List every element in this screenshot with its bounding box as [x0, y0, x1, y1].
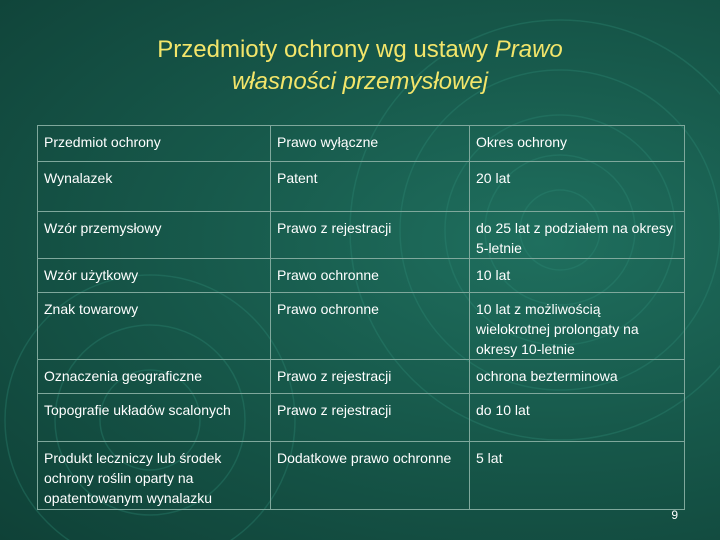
table-row: [38, 212, 685, 259]
table-cell: ochrona bezterminowa: [470, 360, 685, 394]
table-row: [38, 394, 685, 442]
title-text: Przedmioty ochrony wg ustawy: [157, 36, 489, 63]
table-cell: Topografie układów scalonych: [38, 394, 271, 442]
header-cell: Okres ochrony: [470, 126, 685, 162]
table-cell: 20 lat: [470, 162, 685, 212]
table-cell: Wzór przemysłowy: [38, 212, 271, 259]
table-cell: Patent: [271, 162, 470, 212]
table-cell: Prawo z rejestracji: [271, 360, 470, 394]
table-cell: Dodatkowe prawo ochronne: [271, 442, 470, 510]
table-cell: Znak towarowy: [38, 293, 271, 360]
table-cell: do 25 lat z podziałem na okresy 5-letnie: [470, 212, 685, 259]
table-row: [38, 259, 685, 293]
table-cell: Prawo z rejestracji: [271, 212, 470, 259]
table-cell: Prawo ochronne: [271, 259, 470, 293]
table-cell: Wynalazek: [38, 162, 271, 212]
table-row: [38, 360, 685, 394]
table-cell: 5 lat: [470, 442, 685, 510]
page-number: 9: [671, 508, 678, 522]
table-row: [38, 162, 685, 212]
table-cell: do 10 lat: [470, 394, 685, 442]
protection-table: [37, 125, 685, 510]
header-cell: Przedmiot ochrony: [38, 126, 271, 162]
table-cell: 10 lat: [470, 259, 685, 293]
table-cell: Oznaczenia geograficzne: [38, 360, 271, 394]
table-cell: Wzór użytkowy: [38, 259, 271, 293]
table-row: [38, 293, 685, 360]
table-cell: 10 lat z możliwością wielokrotnej prolongaty na okresy 10-letnie: [470, 293, 685, 360]
slide-title: [40, 34, 680, 98]
table-cell: Produkt leczniczy lub środek ochrony roślin oparty na opatentowanym wynalazku: [38, 442, 271, 510]
title-italic-1: Prawo: [494, 36, 563, 63]
table-cell: Prawo ochronne: [271, 293, 470, 360]
table-row: [38, 442, 685, 510]
table-cell: Prawo z rejestracji: [271, 394, 470, 442]
title-italic-2: własności przemysłowej: [231, 68, 489, 95]
header-cell: Prawo wyłączne: [271, 126, 470, 162]
table-header-row: [38, 126, 685, 162]
